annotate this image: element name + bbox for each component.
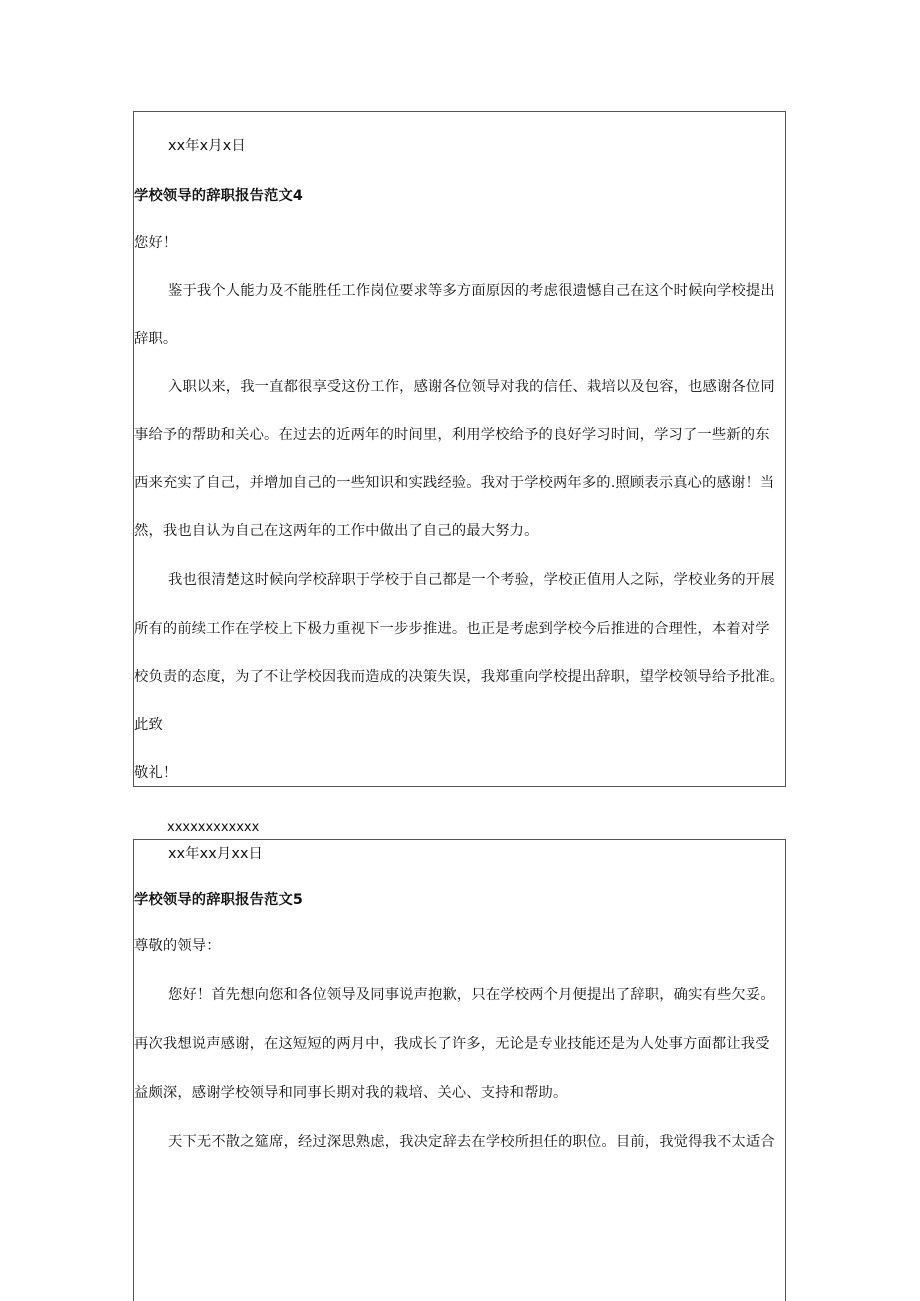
paragraph-line: 入职以来，我一直都很享受这份工作，感谢各位领导对我的信任、栽培以及包容，也感谢各位同 [168,379,775,395]
paragraph-line: 西来充实了自己，并增加自己的一些知识和实践经验。我对于学校两年多的.照顾表示真心的感谢！当 [134,475,775,491]
paragraph-line: 然，我也自认为自己在这两年的工作中做出了自己的最大努力。 [134,523,539,539]
resignation-letter-4 [133,111,786,787]
paragraph-line: 所有的前续工作在学校上下极力重视下一步步推进。也正是考虑到学校今后推进的合理性，本着对学 [134,621,770,637]
letter-date: xx年xx月xx日 [168,846,264,862]
paragraph-line: 鉴于我个人能力及不能胜任工作岗位要求等多方面原因的考虑很遗憾自己在这个时候向学校提出 [168,283,775,299]
letter-title: 学校领导的辞职报告范文4 [134,188,304,204]
letter-title: 学校领导的辞职报告范文5 [134,892,304,908]
greeting: 您好！ [134,235,178,251]
paragraph-line: 再次我想说声感谢，在这短短的两月中，我成长了许多，无论是专业技能还是为人处事方面都让我受 [134,1036,770,1052]
resignation-letter-5 [133,839,786,1301]
paragraph-line: 天下无不散之筵席，经过深思熟虑，我决定辞去在学校所担任的职位。目前，我觉得我不太适合 [168,1134,775,1150]
paragraph-line: 您好！首先想向您和各位领导及同事说声抱歉，只在学校两个月便提出了辞职，确实有些欠妥。 [168,987,775,1003]
closing-line: 此致 [134,717,163,733]
letter-date: xx年x月x日 [168,138,246,154]
paragraph-line: 我也很清楚这时候向学校辞职于学校于自己都是一个考验，学校正值用人之际，学校业务的开展 [168,572,775,588]
paragraph-line: 事给予的帮助和关心。在过去的近两年的时间里，利用学校给予的良好学习时间，学习了一些新的东 [134,427,770,443]
paragraph-line: 益颇深，感谢学校领导和同事长期对我的栽培、关心、支持和帮助。 [134,1085,568,1101]
paragraph-line: 校负责的态度，为了不让学校因我而造成的决策失误，我郑重向学校提出辞职，望学校领导给予批准。 [134,669,785,685]
signature: xxxxxxxxxxxx [167,820,260,835]
paragraph-line: 辞职。 [134,331,178,347]
salutation: 尊敬的领导： [134,938,221,954]
closing-line: 敬礼！ [134,765,178,781]
